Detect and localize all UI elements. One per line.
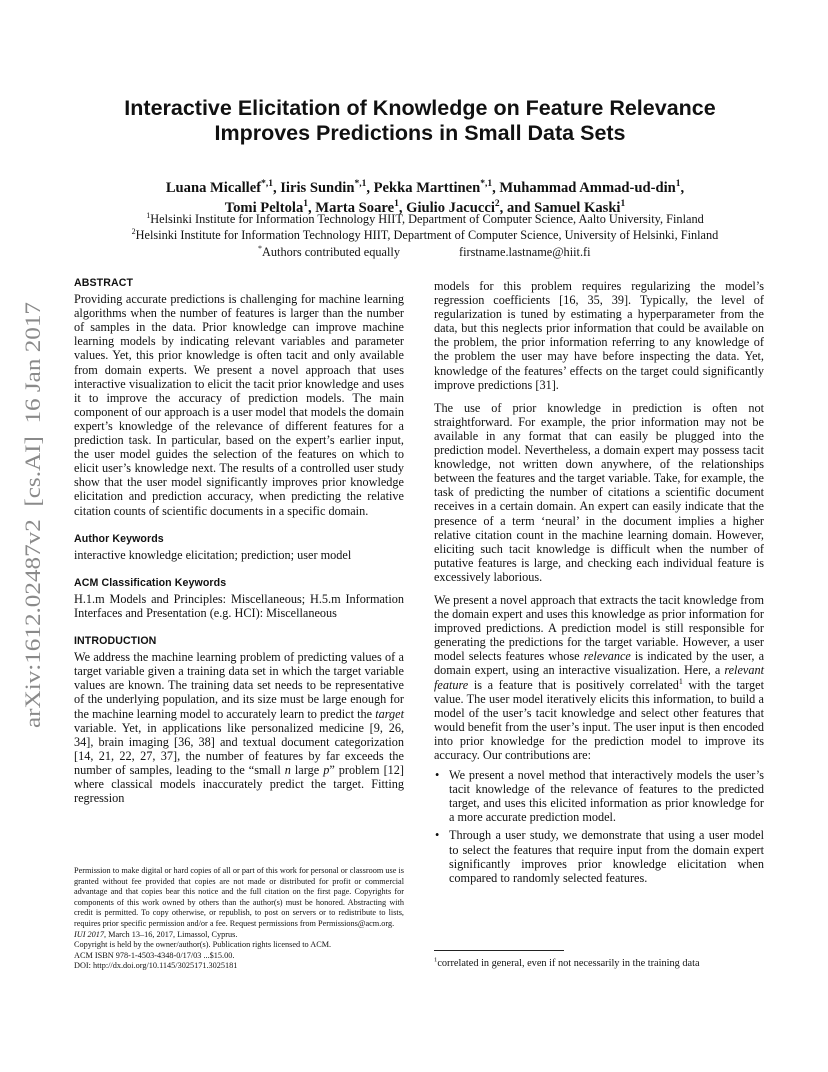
author-affil-mark: 1 <box>675 179 681 190</box>
affiliation-mark: 2 <box>131 226 136 236</box>
author-name: Giulio Jacucci <box>406 200 495 216</box>
author-name: Iiris Sundin <box>280 180 355 196</box>
permission-text: Permission to make digital or hard copies of all or part of this work for personal or classroom use is granted without fee provided that copies are not made or distributed for profit or commercial advantage and that copies bear this notice and the full citation on the first page. Copyrights for components of this work owned by others than the author(s) must be honored. Abstracting with credit is permitted. To copy otherwise, or republish, to post on servers or to redistribute to lists, requires prior specific permission and/or a fee. Request permissions from Permissions@acm.org. <box>74 866 404 928</box>
conference-line: IUI 2017, March 13–16, 2017, Limassol, Cyprus. <box>74 929 238 939</box>
equal-contribution-note <box>258 245 400 260</box>
introduction-paragraph: We address the machine learning problem of predicting values of a target variable given a training data set in which the target variable values are known. The training data set needs to be representative of the underlying population, and its size must be large enough for the machine learning model to accurately learn to predict the target variable. Yet, in applications like personalized medicine [9, 26, 34], brain imaging [36, 38] and textual document categorization [14, 21, 22, 27, 37], the number of features by far exceeds the number of samples, leading to the “small n large p” problem [12] where classical models inaccurately predict the target. Fitting regression <box>74 650 405 806</box>
acm-keywords-text: H.1.m Models and Principles: Miscellaneous; H.5.m Information Interfaces and Presentation (e.g. HCI): Miscellaneous <box>74 591 404 620</box>
arxiv-stamp <box>18 300 48 730</box>
list-item: • We present a novel method that interactively models the user’s tacit knowledge of the relevance of features to the predicted target, and uses this elicited information as prior knowledge for a more accurate prediction model. <box>435 768 764 825</box>
affiliation-text: Helsinki Institute for Information Technology HIIT, Department of Computer Science, University of Helsinki, Finland <box>135 228 719 242</box>
footnote-mark: 1 <box>434 956 438 964</box>
author-name: Pekka Marttinen <box>373 180 481 196</box>
arxiv-stamp-text: arXiv:1612.02487v2 [cs.AI] 16 Jan 2017 <box>20 346 45 728</box>
bullet-icon: • <box>435 828 440 843</box>
contact-email[interactable]: firstname.lastname@hiit.fi <box>459 245 591 259</box>
title-line-1: Interactive Elicitation of Knowledge on Feature Relevance <box>124 96 716 120</box>
equal-contribution-mark: * <box>258 243 262 253</box>
author-affil-mark: 2 <box>494 199 500 210</box>
author-affil-mark: *,1 <box>354 179 367 190</box>
footnote <box>434 958 774 969</box>
affiliations <box>60 211 790 243</box>
author-line-2: Tomi Peltola$^1$, Marta Soare$^1$, Giulio Jacucci$^2$, and Samuel Kaski$^1$ <box>224 199 626 216</box>
footnote-reference[interactable]: 1 <box>678 676 683 686</box>
right-column <box>434 279 764 889</box>
author-affil-mark: 1 <box>394 199 399 210</box>
paper-title <box>60 96 780 146</box>
affiliation-mark: 1 <box>146 210 151 220</box>
left-column <box>74 276 404 805</box>
author-affil-mark: *,1 <box>261 179 273 190</box>
author-name: Samuel Kaski <box>534 200 621 216</box>
author-name: Marta Soare <box>315 200 395 216</box>
list-item: • Through a user study, we demonstrate that using a user model to select the features that require input from the domain expert significantly improves prior knowledge elicitation when compared to randomly selected features. <box>435 828 764 885</box>
author-affil-mark: *,1 <box>480 179 493 190</box>
affiliation-1 <box>60 211 790 227</box>
isbn-line: ACM ISBN 978-1-4503-4348-0/17/03 ...$15.00. <box>74 950 235 960</box>
affiliation-2 <box>60 227 790 243</box>
paragraph-approach: We present a novel approach that extracts the tacit knowledge from the domain expert and uses this knowledge as prior information for improved predictions. A prediction model is still responsible for generating the predictions for the target variable. However, a user model selects features whose relevance is indicated by the user, a domain expert, using an interactive visualization. Here, a relevant feature is a feature that is positively correlated$^1$ with the target value. The user model iteratively elicits this information, to build a model of the user’s tacit knowledge and select other features that would benefit from the user’s input. The user input is then encoded into prior knowledge for the prediction model to improve its accuracy. Our contributions are: <box>434 592 765 762</box>
author-name: Muhammad Ammad-ud-din <box>499 180 676 196</box>
author-keywords-heading: Author Keywords <box>74 532 164 545</box>
affiliation-text: Helsinki Institute for Information Technology HIIT, Department of Computer Science, Aalto University, Finland <box>150 212 704 226</box>
equal-contribution-text: Authors contributed equally <box>262 245 400 259</box>
footnote-rule <box>434 950 564 951</box>
introduction-heading: INTRODUCTION <box>74 635 157 648</box>
footnote-text: correlated in general, even if not necessarily in the training data <box>437 958 700 969</box>
acm-keywords-heading: ACM Classification Keywords <box>74 576 227 589</box>
paragraph-regularization: models for this problem requires regularizing the model’s regression coefficients [16, 35, 39]. Typically, the level of regularization is tuned by estimating a hyperparameter from the data, but this neglects prior information that could be available on the problem, the prior information referring to any knowledge of the problem the user may have before inspecting the data. Yet, knowledge of the features’ effects on the target could significantly improve predictions [31]. <box>434 279 764 392</box>
doi-line[interactable]: DOI: http://dx.doi.org/10.1145/3025171.3025181 <box>74 961 238 971</box>
contributions-list <box>434 768 764 885</box>
abstract-heading: ABSTRACT <box>74 277 134 289</box>
author-affil-mark: 1 <box>620 199 626 210</box>
title-line-2: Improves Predictions in Small Data Sets <box>214 121 626 145</box>
copyright-line: Copyright is held by the owner/author(s). Publication rights licensed to ACM. <box>74 940 332 950</box>
bullet-icon: • <box>435 768 440 783</box>
author-name: Luana Micallef <box>165 180 262 196</box>
author-name: Tomi Peltola <box>224 200 304 216</box>
author-keywords-text: interactive knowledge elicitation; prediction; user model <box>74 547 352 562</box>
author-affil-mark: 1 <box>303 199 308 210</box>
paragraph-prior-knowledge: The use of prior knowledge in prediction is often not straightforward. For example, the prior information may not be available in any format that can easily be plugged into the prediction model. Nevertheless, a domain expert may possess tacit knowledge, not written down anywhere, of the relationships between the features and the target variable. Take, for example, the task of predicting the number of citations a scientific document receives in a certain domain. An expert can easily indicate that the presence of a term ‘neural’ in the document implies a higher relative citation count in the machine learning domain. However, eliciting such tacit knowledge is difficult when the number of putative features is large, and checking each individual feature is excessively laborious. <box>434 400 764 584</box>
abstract-text: Providing accurate predictions is challenging for machine learning algorithms when the number of features is larger than the number of samples in the data. Prior knowledge can improve machine learning models by indicating relevant variables and parameter values. Yet, this prior knowledge is often tacit and only available from domain experts. We present a novel approach that uses interactive visualization to elicit the tacit prior knowledge and uses it to improve the accuracy of prediction models. The main component of our approach is a user model that models the domain expert’s knowledge of the relevance of different features for a prediction task. In particular, based on the expert’s earlier input, the user model guides the selection of the features on which to elicit user’s knowledge next. The results of a controlled user study show that the user model significantly improves prior knowledge elicitation and prediction accuracy, when predicting the relative citation counts of scientific documents in a specific domain. <box>74 292 404 518</box>
author-line-1: Luana Micallef$^{*,1}$, Iiris Sundin$^{*,1}$, Pekka Marttinen$^{*,1}$, Muhammad Ammad-ud-din$^1$, <box>165 179 685 196</box>
permission-notice <box>74 866 404 972</box>
